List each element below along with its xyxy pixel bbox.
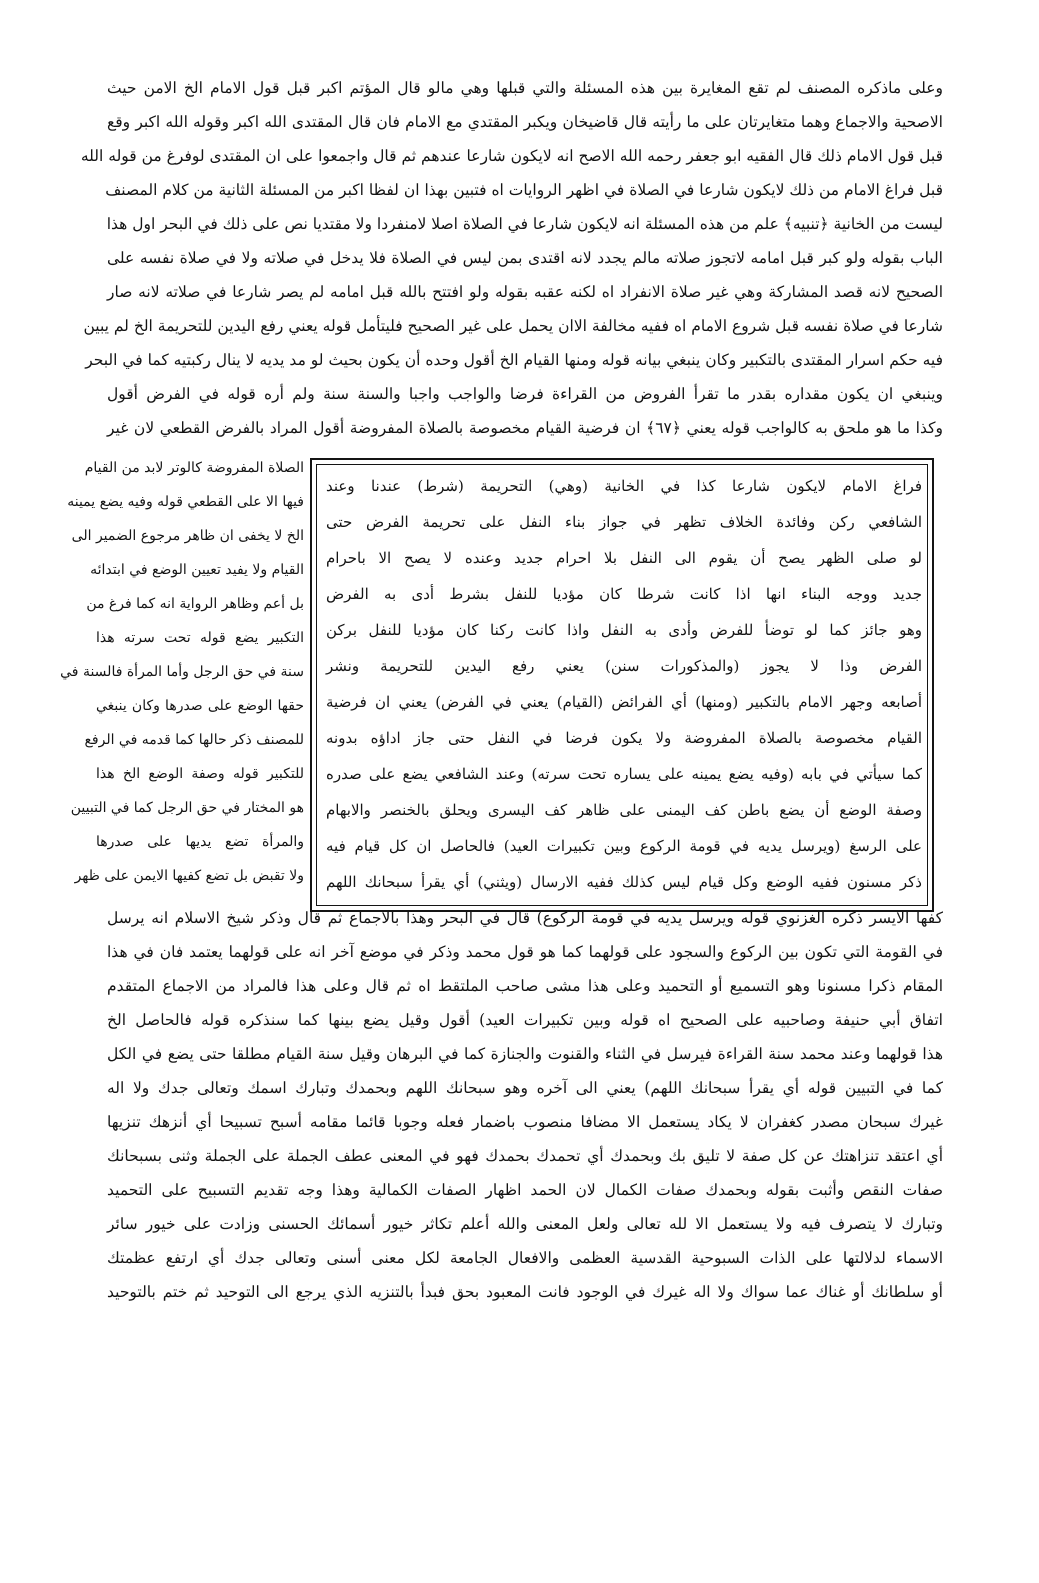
text-line: أو سلطانك أو غناك عما سواك ولا اله غيرك في الوجود فانت المعبود بحق فبدأ بالتنزيه الذي يرجع الى التوحيد ثم ختم بالتوحيد — [107, 1283, 943, 1301]
text-line: وتبارك لا يتصرف فيه ولا يستعمل الا لله تعالى ولعل المعنى والله أعلم تكاثر خيور أسمائك الحسنى وزادت على خيور سائر — [107, 1215, 943, 1233]
side-text-line: هو المختار في حق الرجل كما في التبيين — [70, 800, 304, 816]
text-line: فيه حكم اسرار المقتدى بالتكبير وكان ينبغي بيانه قوله ومنها القيام الخ أقول وحده أن يكون بحيث لو مد يديه لا ينال ركبتيه كما في البحر — [85, 351, 943, 369]
box-text-line: الفرض وذا لا يجوز (والمذكورات سنن) يعني رفع اليدين للتحريمة ونشر — [326, 657, 922, 675]
main-text-box — [310, 458, 934, 912]
box-text-line: القيام مخصوصة بالصلاة المفروضة ولا يكون فرضا في النفل حتى جاز اداؤه بدونه — [326, 729, 922, 747]
side-text-line: فيها الا على القطعي قوله وفيه يضع يمينه — [67, 494, 304, 510]
text-line: الاسماء لدلالتها على الذات السبوحية القدسية العظمى والافعال الجامعة لكل معنى أسنى وتعالى جدك أي ارتفع عظمتك — [107, 1249, 943, 1267]
text-line: وكذا ما هو ملحق به كالواجب قوله يعني ﴿٦٧﴾ ان فرضية القيام مخصوصة بالصلاة المفروضة أقول المراد بالفرض القطعي لان غير — [107, 419, 943, 437]
side-text-line: للتكبير قوله وصفة الوضع الخ هذا — [96, 766, 304, 782]
side-text-line: حقها الوضع على صدرها وكان ينبغي — [96, 698, 304, 714]
box-text-line: ذكر مسنون ففيه الوضع وكل قيام ليس كذلك ففيه الارسال (ويثني) أي يقرأ سبحانك اللهم — [326, 873, 922, 891]
box-text-line: كما سيأتي في بابه (وفيه يضع يمينه على يساره تحت سرته) وعند الشافعي يضع على صدره — [326, 765, 922, 783]
side-text-line: والمرأة تضع يديها على صدرها — [96, 834, 304, 850]
box-text-line: وصفة الوضع أن يضع باطن كف اليمنى على ظاهر كف اليسرى ويحلق بالخنصر والابهام — [326, 801, 922, 819]
text-line: المقام ذكرا مسنونا وهو التسميع أو التحميد وعلى هذا مشى صاحب الملتقط اه ثم قال وعلى هذا فالمراد من الاجماع المتقدم — [107, 977, 943, 995]
text-line: وينبغي ان يكون مقداره بقدر ما تقرأ الفروض من القراءة فرضا والواجب واجبا والسنة سنة ولم أره قوله في الفرض أقول — [107, 385, 943, 403]
box-text-line: لو صلى الظهر يصح أن يقوم الى النفل بلا احرام جديد وعنده لا يصح الا باحرام — [326, 549, 922, 567]
box-text-line: وهو جائز كما لو توضأ للفرض وأدى به النفل واذا كانت ركنا كان مؤديا للنفل بركن — [326, 621, 922, 639]
text-line: الاصحية والاجماع وهما متغايرتان على ما رأيته قال قاضيخان ويكبر المقتدي مع الامام فان قال المقتدى الله اكبر وقوله الله اكبر وقع — [107, 113, 943, 131]
text-line: كما في التبيين قوله أي يقرأ سبحانك اللهم) يعني الى آخره وهو سبحانك اللهم وبحمدك وتبارك اسمك وتعالى جدك ولا اله — [107, 1079, 943, 1097]
text-line: صفات النقص وأثبت بقوله وبحمدك صفات الكمال لان الحمد اظهار الصفات الكمالية وهذا وجه تقديم التسبيح على التحميد — [107, 1181, 943, 1199]
text-line: كفها الايسر ذكره الغزنوي قوله ويرسل يديه في قومة الركوع) قال في البحر وهذا بالاجماع ثم قال وذكر شيخ الاسلام انه يرسل — [107, 909, 943, 927]
text-line: هذا قولهما وعند محمد سنة القراءة فيرسل في الثناء والقنوت والجنازة كما في البرهان وقيل سنة القيام مطلقا حتى يضع في الكل — [107, 1045, 943, 1063]
box-text-line: الشافعي ركن وفائدة الخلاف تظهر في جواز بناء النفل على تحريمة الفرض حتى — [326, 513, 922, 531]
side-text-line: القيام ولا يفيد تعيين الوضع في ابتدائه — [90, 562, 304, 578]
box-text-line: جديد ووجه البناء انها اذا كانت شرطا كان مؤديا للنفل بشرط أدى به الفرض — [326, 585, 922, 603]
side-text-line: التكبير يضع قوله تحت سرته هذا — [96, 630, 304, 646]
text-line: قبل قول الامام ذلك قال الفقيه ابو جعفر رحمه الله الاصح انه لايكون شارعا عندهم ثم قال واجمعوا على ان المقتدى لوفرغ من قوله الله — [80, 147, 943, 165]
text-line: شارعا في صلاة نفسه قبل شروع الامام اه ففيه مخالفة الاان يحمل على غير الصحيح فليتأمل قوله يعني رفع اليدين للتحريمة الخ لم يبين — [83, 317, 943, 335]
side-text-line: الخ لا يخفى ان ظاهر مرجوع الضمير الى — [71, 528, 304, 544]
side-text-line: بل أعم وظاهر الرواية انه كما فرغ من — [86, 596, 304, 612]
side-text-line: سنة في حق الرجل وأما المرأة فالسنة في — [60, 664, 304, 680]
text-line: في القومة التي تكون بين الركوع والسجود على قولهما كما هو قول محمد وذكر في موضع آخر انه على قولهما يعتمد فان في هذا — [107, 943, 943, 961]
side-text-line: الصلاة المفروضة كالوتر لابد من القيام — [84, 460, 304, 476]
text-line: أي اعتقد تنزاهتك عن كل صفة لا تليق بك وبحمدك أي تحمدك بحمدك فهو في المعنى عطف الجملة على الجملة وثنى بسبحانك — [107, 1147, 943, 1165]
box-text-line: أصابعه وجهر الامام بالتكبير (ومنها) أي الفرائض (القيام) يعني في الفرض) يعني ان فرضية — [326, 693, 922, 711]
box-text-line: على الرسغ (ويرسل يديه في قومة الركوع وبين تكبيرات العيد) فالحاصل ان كل قيام فيه — [326, 837, 922, 855]
text-line: الصحيح لانه قصد المشاركة وهي غير صلاة الانفراد اه لكنه عقبه بقوله ولو افتتح بالله قبل امامه لم يصر شارعا في صلاته لانه صار — [107, 283, 943, 301]
box-text-line: فراغ الامام لايكون شارعا كذا في الخانية (وهي) التحريمة (شرط) عندنا وعند — [326, 477, 922, 495]
text-line: غيرك سبحان مصدر كغفران لا يكاد يستعمل الا مضافا منصوب باضمار فعله وجوبا قائما مقامه أسبح تسبيحا أي أنزهك تنزيها — [107, 1113, 943, 1131]
side-text-line: للمصنف ذكر حالها كما قدمه في الرفع — [84, 732, 304, 748]
text-line: اتفاق أبي حنيفة وصاحبيه على الصحيح اه قوله وبين تكبيرات العيد) أقول وقيل يضع بينها كما سنذكره قوله فالحاصل الخ — [107, 1011, 943, 1029]
text-line: الباب بقوله ولو كبر قبل امامه لاتجوز صلاته مالم يجدد لانه اقتدى بمن ليس في الصلاة فلا يدخل في صلاته ولا في صلاة نفسه على — [107, 249, 943, 267]
text-line: قبل فراغ الامام من ذلك لايكون شارعا في الصلاة في اظهر الروايات اه فتبين بهذا ان لفظا اكبر من المسئلة الثانية من كلام المصنف — [105, 181, 943, 199]
text-line: وعلى ماذكره المصنف لم تقع المغايرة بين هذه المسئلة والتي قبلها وهي مالو قال المؤتم اكبر قبل قول الامام الخ الامن حيث — [107, 79, 943, 97]
side-text-line: ولا تقبض بل تضع كفيها الايمن على ظهر — [74, 868, 304, 884]
text-line: ليست من الخانية ﴿تنبيه﴾ علم من هذه المسئلة انه لايكون شارعا في الصلاة اصلا لامنفردا ولا مقتديا نص على ذلك في البحر اول هذا — [106, 215, 943, 233]
